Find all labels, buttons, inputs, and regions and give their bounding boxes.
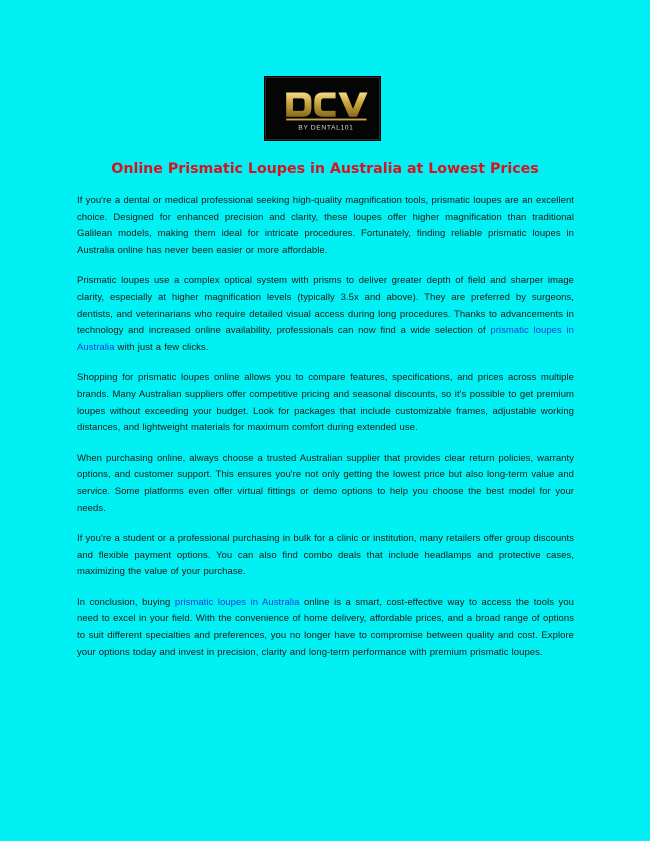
brand-logo[interactable] [265, 77, 380, 140]
prismatic-loupes-link-2[interactable]: prismatic loupes in Australia [174, 596, 300, 608]
logo-tagline: BY DENTAL101 [298, 124, 354, 132]
paragraph-shopping: Shopping for prismatic loupes online allows you to compare features, specifications, and prices across multiple brands. Many Australian suppliers offer competitive pricing and seasonal discounts, so it's possible to get premium loupes without exceeding your budget. Look for packages that include customizable frames, adjustable working distances, and lightweight materials for maximum comfort during extended use. [77, 372, 574, 434]
paragraph-conclusion [77, 595, 574, 661]
paragraph-purchasing: When purchasing online, always choose a trusted Australian supplier that provides clear return policies, warranty options, and customer support. This ensures you're not only getting the lowest price but also long-term value and service. Some platforms even offer virtual fittings or demo options to help you choose the best model for your needs. [77, 452, 574, 514]
paragraph-conclusion-text: In conclusion, buying [77, 596, 175, 608]
page-title: Online Prismatic Loupes in Australia at Lowest Prices [111, 161, 539, 177]
paragraph-optics-text: Prismatic loupes use a complex optical system with prisms to deliver greater depth of field and sharper image clarity, especially at higher magnification levels (typically 3.5x and above). They are preferred by surgeons, dentists, and veterinarians who require detailed visual access during long procedures. Thanks to advancements in technology and increased online availability, professionals can now find a wide selection of [77, 275, 574, 337]
article-body [77, 193, 574, 675]
paragraph-optics [77, 273, 574, 356]
paragraph-conclusion-tail: online is a smart, cost-effective way to access the tools you need to excel in your field. With the convenience of home delivery, affordable prices, and a broad range of options to suit different specialties and preferences, you no longer have to compromise between quality and cost. Explore your options today and invest in precision, clarity and long-term performance with premium prismatic loupes. [77, 596, 574, 658]
paragraph-optics-tail: with just a few clicks. [114, 341, 209, 353]
paragraph-intro: If you're a dental or medical professional seeking high-quality magnification tools, prismatic loupes are an excellent choice. Designed for enhanced precision and clarity, these loupes offer higher magnification than traditional Galilean models, making them ideal for intricate procedures. Fortunately, finding reliable prismatic loupes in Australia online has never been easier or more affordable. [77, 195, 574, 256]
paragraph-bulk: If you're a student or a professional purchasing in bulk for a clinic or institution, many retailers offer group discounts and flexible payment options. You can also find combo deals that include headlamps and protective cases, maximizing the value of your purchase. [77, 533, 574, 578]
prismatic-loupes-link[interactable]: prismatic loupes in Australia [77, 325, 575, 353]
dcv-logo-mark [266, 78, 379, 139]
